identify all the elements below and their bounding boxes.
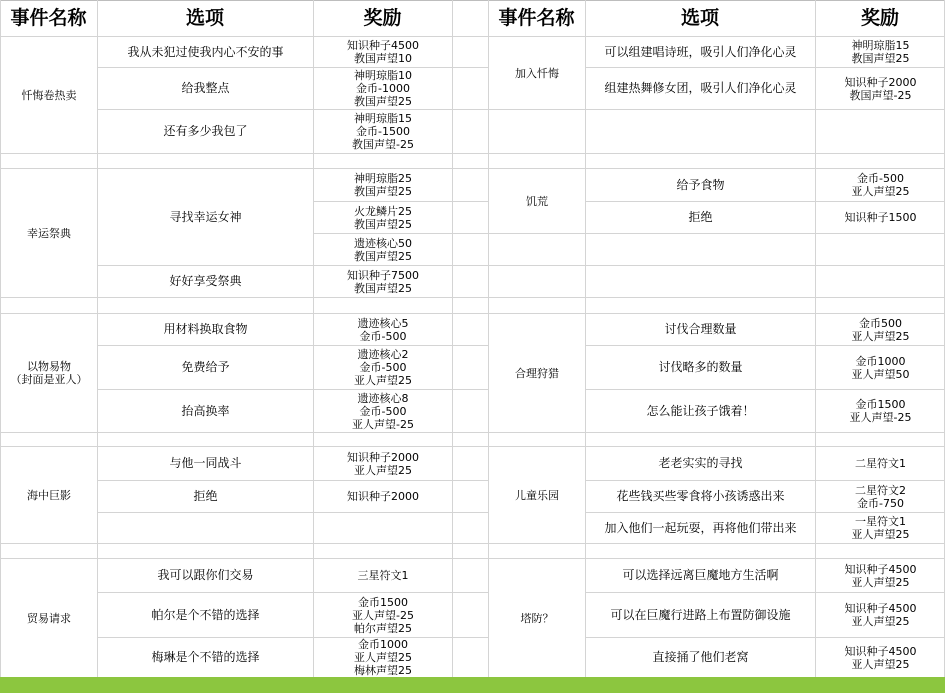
right-option[interactable]: 直接捅了他们老窝 [652,650,749,664]
right-reward [816,513,945,543]
event-name-text: 贸易请求 [27,611,71,625]
left-option[interactable]: 我从未犯过使我内心不安的事 [127,44,284,59]
left-option[interactable]: 还有多少我包了 [163,124,248,138]
right-reward [816,390,945,432]
reward-line: 金币-1000 [356,82,410,95]
right-option[interactable]: 可以在巨魔行进路上布置防御设施 [610,607,791,622]
left-reward [314,202,452,233]
left-option[interactable]: 与他一同战斗 [169,456,242,470]
reward-line: 教国声望25 [851,52,910,65]
reward-line: 亚人声望-25 [849,411,912,424]
reward-line: 知识种子4500 [844,562,917,576]
left-reward [314,314,452,345]
reward-line: 亚人声望25 [851,657,910,671]
left-option[interactable]: 好好享受祭典 [169,274,242,288]
left-reward [314,110,452,153]
right-header-option: 选项 [680,7,719,29]
reward-line: 教国声望25 [354,95,412,108]
left-reward [314,481,452,512]
reward-line: 亚人声望25 [354,651,412,664]
right-reward [816,559,945,592]
left-header-option: 选项 [185,7,224,29]
left-option[interactable]: 拒绝 [193,489,218,503]
left-reward [314,266,452,297]
left-option[interactable]: 用材料换取食物 [163,322,248,336]
right-option[interactable]: 花些钱买些零食将小孩诱惑出来 [616,489,785,503]
grid-hline [0,543,945,544]
right-reward [816,447,945,480]
grid-vline [452,0,453,677]
right-event-name[interactable] [489,559,585,677]
reward-line: 知识种子7500 [347,268,419,282]
reward-line: 遗迹核心50 [354,236,412,250]
reward-line: 一星符文1 [855,515,906,528]
left-event-name[interactable] [1,314,97,432]
left-option[interactable]: 梅琳是个不错的选择 [151,650,260,664]
right-option[interactable]: 加入他们一起玩耍，再将他们带出来 [604,520,797,535]
left-option[interactable]: 免费给予 [181,360,230,374]
reward-line: 亚人声望25 [851,575,910,589]
left-reward [314,390,452,432]
event-name-text: （封面是亚人） [10,373,88,386]
reward-line: 知识种子2000 [844,75,917,89]
reward-line: 遗迹核心2 [357,348,409,361]
reward-line: 神明琼脂25 [354,172,412,185]
reward-line: 金币500 [859,316,902,330]
event-name-text: 加入忏悔 [515,66,559,80]
event-name-text: 海中巨影 [27,488,71,502]
left-reward [314,593,452,637]
right-reward [816,202,945,233]
reward-line: 金币1000 [358,638,408,651]
right-option[interactable]: 可以组建唱诗班，吸引人们净化心灵 [604,44,797,59]
left-event-name[interactable] [1,37,97,153]
reward-line: 知识种子2000 [347,490,419,503]
left-reward [314,559,452,592]
reward-line: 教国声望25 [354,249,412,263]
reward-line: 亚人声望-25 [352,417,414,431]
reward-line: 亚人声望25 [851,329,910,343]
left-reward [314,169,452,201]
reward-line: 金币-500 [359,329,407,343]
reward-line: 亚人声望25 [851,185,910,198]
right-reward [816,638,945,677]
reward-line: 神明琼脂15 [851,39,910,52]
right-reward [816,481,945,512]
left-option[interactable]: 寻找幸运女神 [98,169,313,265]
grid-hline [0,153,945,154]
left-event-name[interactable] [1,169,97,297]
reward-line: 亚人声望25 [851,615,910,628]
event-name-text: 幸运祭典 [27,226,71,240]
left-option[interactable]: 帕尔是个不错的选择 [151,607,260,622]
grid-hline [0,297,945,298]
right-event-name[interactable] [489,169,585,233]
right-reward [816,68,945,109]
right-option[interactable]: 老老实实的寻找 [658,456,743,470]
left-header-event-name: 事件名称 [10,7,87,29]
reward-line: 教国声望-25 [849,88,912,102]
reward-line: 教国声望-25 [352,138,414,151]
reward-line: 遗迹核心8 [357,391,409,405]
reward-line: 亚人声望-25 [352,608,414,622]
reward-line: 知识种子4500 [844,602,917,615]
left-reward [314,68,452,109]
reward-line: 知识种子1500 [844,211,917,224]
right-reward [816,169,945,201]
reward-line: 知识种子4500 [844,644,917,658]
reward-line: 神明琼脂15 [354,112,412,125]
right-event-name[interactable] [489,314,585,432]
reward-line: 教国声望25 [354,217,412,231]
right-option[interactable]: 讨伐略多的数量 [658,360,743,374]
reward-line: 亚人声望25 [354,463,412,477]
reward-line: 教国声望25 [354,185,412,198]
left-option[interactable]: 抬高换率 [181,403,230,418]
reward-line: 知识种子2000 [347,450,419,464]
left-header-reward: 奖励 [363,7,402,29]
right-reward [816,37,945,67]
reward-line: 亚人声望25 [851,528,910,541]
right-reward [816,314,945,345]
reward-line: 教国声望10 [354,52,412,65]
right-option[interactable]: 给予食物 [676,177,725,192]
right-reward [816,593,945,637]
reward-line: 金币1000 [855,354,906,368]
right-event-name[interactable] [489,447,585,543]
left-reward [314,447,452,480]
reward-line: 二星符文1 [855,457,906,470]
event-name-text: 合理狩猎 [515,366,559,380]
reward-line: 亚人声望25 [354,374,412,387]
right-option[interactable]: 怎么能让孩子饿着！ [646,403,755,418]
reward-line: 神明琼脂10 [354,69,412,82]
event-name-text: 饥荒 [526,194,548,208]
event-name-text: 以物易物 [27,360,71,373]
reward-line: 梅林声望25 [354,664,412,677]
reward-line: 金币-500 [857,172,904,185]
event-name-text: 儿童乐园 [515,488,559,502]
left-option[interactable]: 给我整点 [181,81,230,95]
right-header-event-name: 事件名称 [498,7,575,29]
right-option[interactable]: 拒绝 [688,210,713,224]
left-reward [314,346,452,389]
event-name-text: 塔防？ [520,611,554,625]
right-option[interactable]: 可以选择远离巨魔地方生活啊 [622,568,779,582]
left-event-name[interactable] [1,559,97,677]
reward-line: 金币-750 [857,496,904,510]
reward-line: 二星符文2 [855,483,906,497]
reward-line: 金币1500 [358,595,408,609]
right-event-name[interactable] [489,37,585,109]
left-reward [314,638,452,677]
reward-line: 亚人声望50 [851,367,910,381]
reward-line: 知识种子4500 [347,39,419,52]
bottom-bar [0,677,945,693]
left-event-name[interactable] [1,447,97,543]
left-reward [314,37,452,67]
left-reward [314,234,452,265]
right-header-reward: 奖励 [860,7,899,29]
reward-line: 帕尔声望25 [354,621,412,635]
reward-line: 金币-1500 [356,125,410,138]
reward-line: 金币-500 [359,361,407,374]
right-reward [816,346,945,389]
left-option[interactable]: 我可以跟你们交易 [157,568,254,582]
right-option[interactable]: 组建热舞修女团，吸引人们净化心灵 [604,81,797,95]
grid-hline [0,432,945,433]
right-option[interactable]: 讨伐合理数量 [664,322,737,336]
reward-line: 金币-500 [359,404,407,418]
reward-line: 金币1500 [855,398,906,411]
event-name-text: 忏悔卷热卖 [21,88,77,102]
reward-line: 遗迹核心5 [357,316,409,330]
reward-line: 教国声望25 [354,281,412,295]
reward-line: 三星符文1 [357,569,409,582]
reward-line: 火龙鳞片25 [354,204,412,218]
